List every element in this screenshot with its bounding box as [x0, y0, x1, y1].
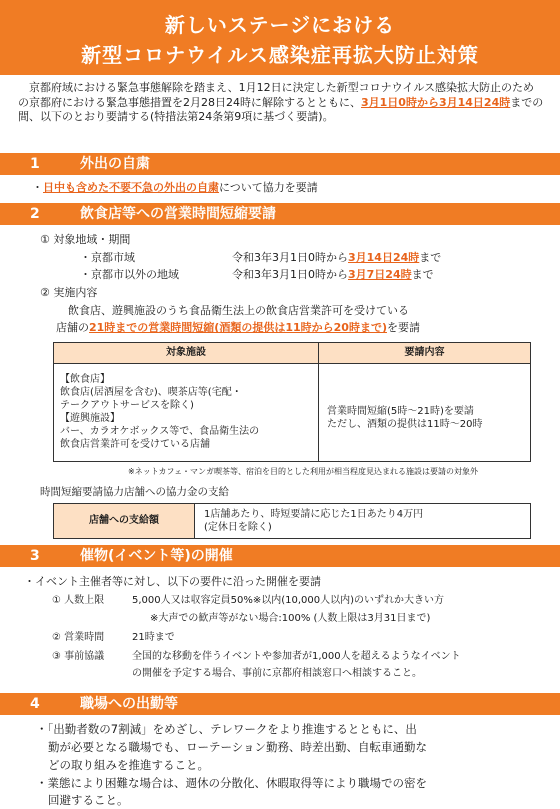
- area1-period: [232, 251, 441, 265]
- facility-line: 【飲食店】: [60, 374, 110, 385]
- area1-end: 3月14日24時: [348, 251, 420, 264]
- item1-note: ※大声での歓声等がない場合:100% (人数上限は3月31日まで): [150, 613, 431, 624]
- intro-paragraph: [18, 81, 544, 125]
- section2-header: [0, 203, 560, 225]
- item3-label: ③ 事前協議: [52, 651, 105, 662]
- section4-title: 職場への出勤等: [80, 696, 178, 712]
- support-line1: 1店舗あたり、時短要請に応じた1日あたり4万円: [204, 509, 424, 520]
- item2-label: ② 営業時間: [52, 632, 105, 643]
- section3-header: [0, 545, 560, 567]
- section4-b2-line1: ・業態により困難な場合は、週休の分散化、休暇取得等により職場での密を: [36, 776, 427, 790]
- area1-tail: まで: [419, 251, 442, 264]
- area2-name: ・京都市以外の地域: [80, 268, 179, 281]
- support-line2: (定休日を除く): [204, 522, 272, 533]
- item2-text: 21時まで: [132, 632, 175, 643]
- area2-start: 令和3年3月1日0時から: [232, 268, 348, 281]
- section3-number: 3: [30, 548, 40, 564]
- facility-table: [53, 342, 531, 462]
- header-title-line2: 新型コロナウイルス感染症再拡大防止対策: [81, 43, 479, 67]
- section4-b1-line1: ・「出勤者数の7割減」をめざし、テレワークをより推進するとともに、出: [36, 722, 417, 736]
- item3-line2: の開催を予定する場合、事前に京都府相談窓口へ相談すること。: [132, 668, 422, 679]
- facility-cell: [60, 373, 314, 451]
- support-label: 店舗への支給額: [54, 504, 194, 538]
- item3-line1: 全国的な移動を伴うイベントや参加者が1,000人を超えるようなイベント: [132, 651, 461, 662]
- section1-title: 外出の自粛: [80, 156, 150, 172]
- intro-text-1: 京都府域における緊急事態解除を踏まえ、1月12日に決定した新型コロナウイルス感染拡大防止のための京都府における緊急事態措置を2月28日24時に解除するとともに、: [18, 81, 534, 109]
- facility-line: 飲食店営業許可を受けている店舗: [60, 439, 210, 450]
- request-cell: [327, 405, 527, 431]
- section4-number: 4: [30, 696, 40, 712]
- section1-number: 1: [30, 156, 40, 172]
- section1-header: [0, 153, 560, 175]
- request-line: 営業時間短縮(5時～21時)を要請: [327, 406, 474, 417]
- section2-sub1-label: ① 対象地域・期間: [40, 233, 131, 246]
- section4-header: [0, 693, 560, 715]
- facility-line: 【遊興施設】: [60, 413, 120, 424]
- support-value: [204, 508, 524, 534]
- section2-sub2-label: ② 実施内容: [40, 286, 98, 299]
- section4-b1-line2: 勤が必要となる職場でも、ローテーション勤務、時差出勤、自転車通勤な: [48, 740, 428, 754]
- page-header: [0, 0, 560, 75]
- facility-line: テークアウトサービスを除く): [60, 400, 194, 411]
- content-prefix: 店舗の: [56, 321, 89, 334]
- request-line: ただし、酒類の提供は11時～20時: [327, 419, 483, 430]
- support-table: [53, 503, 531, 539]
- item1-text: 5,000人又は収容定員50%※以内(10,000人以内)のいずれか大きい方: [132, 595, 445, 606]
- table-header-facility: 対象施設: [54, 343, 318, 363]
- item1-label: ① 人数上限: [52, 595, 105, 606]
- table-header-request: 要請内容: [319, 343, 530, 363]
- content-line1: 飲食店、遊興施設のうち食品衛生法上の飲食店営業許可を受けている: [68, 304, 409, 317]
- facility-line: 飲食店(居酒屋を含む)、喫茶店等(宅配・: [60, 387, 242, 398]
- area2-period: [232, 268, 434, 282]
- facility-line: バー、カラオケボックス等で、食品衛生法の: [60, 426, 260, 437]
- intro-text-2: までの間、以下のとおり要請する(特措法第24条第9項に基づく要請)。: [18, 95, 544, 123]
- section1-bullet: [32, 181, 318, 195]
- bullet-mark: ・: [32, 181, 43, 194]
- section2-number: 2: [30, 206, 40, 222]
- section1-rest: について協力を要請: [219, 181, 318, 194]
- section4-b1-line3: どの取り組みを推進すること。: [48, 758, 209, 772]
- header-title-line1: 新しいステージにおける: [164, 13, 396, 37]
- content-suffix: を要請: [386, 321, 420, 334]
- section1-highlight: 日中も含めた不要不急の外出の自粛: [43, 181, 219, 194]
- area2-end: 3月7日24時: [348, 268, 412, 281]
- support-title: 時間短縮要請協力店舗への協力金の支給: [40, 486, 229, 498]
- table-header-divider: [54, 363, 530, 364]
- content-highlight: 21時までの営業時間短縮(酒類の提供は11時から20時まで): [89, 321, 387, 334]
- intro-period: 3月1日0時から3月14日24時: [361, 95, 511, 109]
- content-line2: [56, 321, 420, 335]
- table-column-divider: [318, 343, 319, 461]
- area2-tail: まで: [411, 268, 434, 281]
- section3-title: 催物(イベント等)の開催: [80, 548, 233, 564]
- section3-lead: ・イベント主催者等に対し、以下の要件に沿った開催を要請: [24, 575, 321, 588]
- section4-b2-line2: 回避すること。: [48, 793, 129, 807]
- section2-title: 飲食店等への営業時間短縮要請: [80, 206, 276, 222]
- support-divider: [194, 504, 195, 538]
- area1-start: 令和3年3月1日0時から: [232, 251, 348, 264]
- table-footnote: ※ネットカフェ・マンガ喫茶等、宿泊を目的とした利用が相当程度見込まれる施設は要請の対象外: [128, 467, 479, 476]
- area1-name: ・京都市域: [80, 251, 135, 264]
